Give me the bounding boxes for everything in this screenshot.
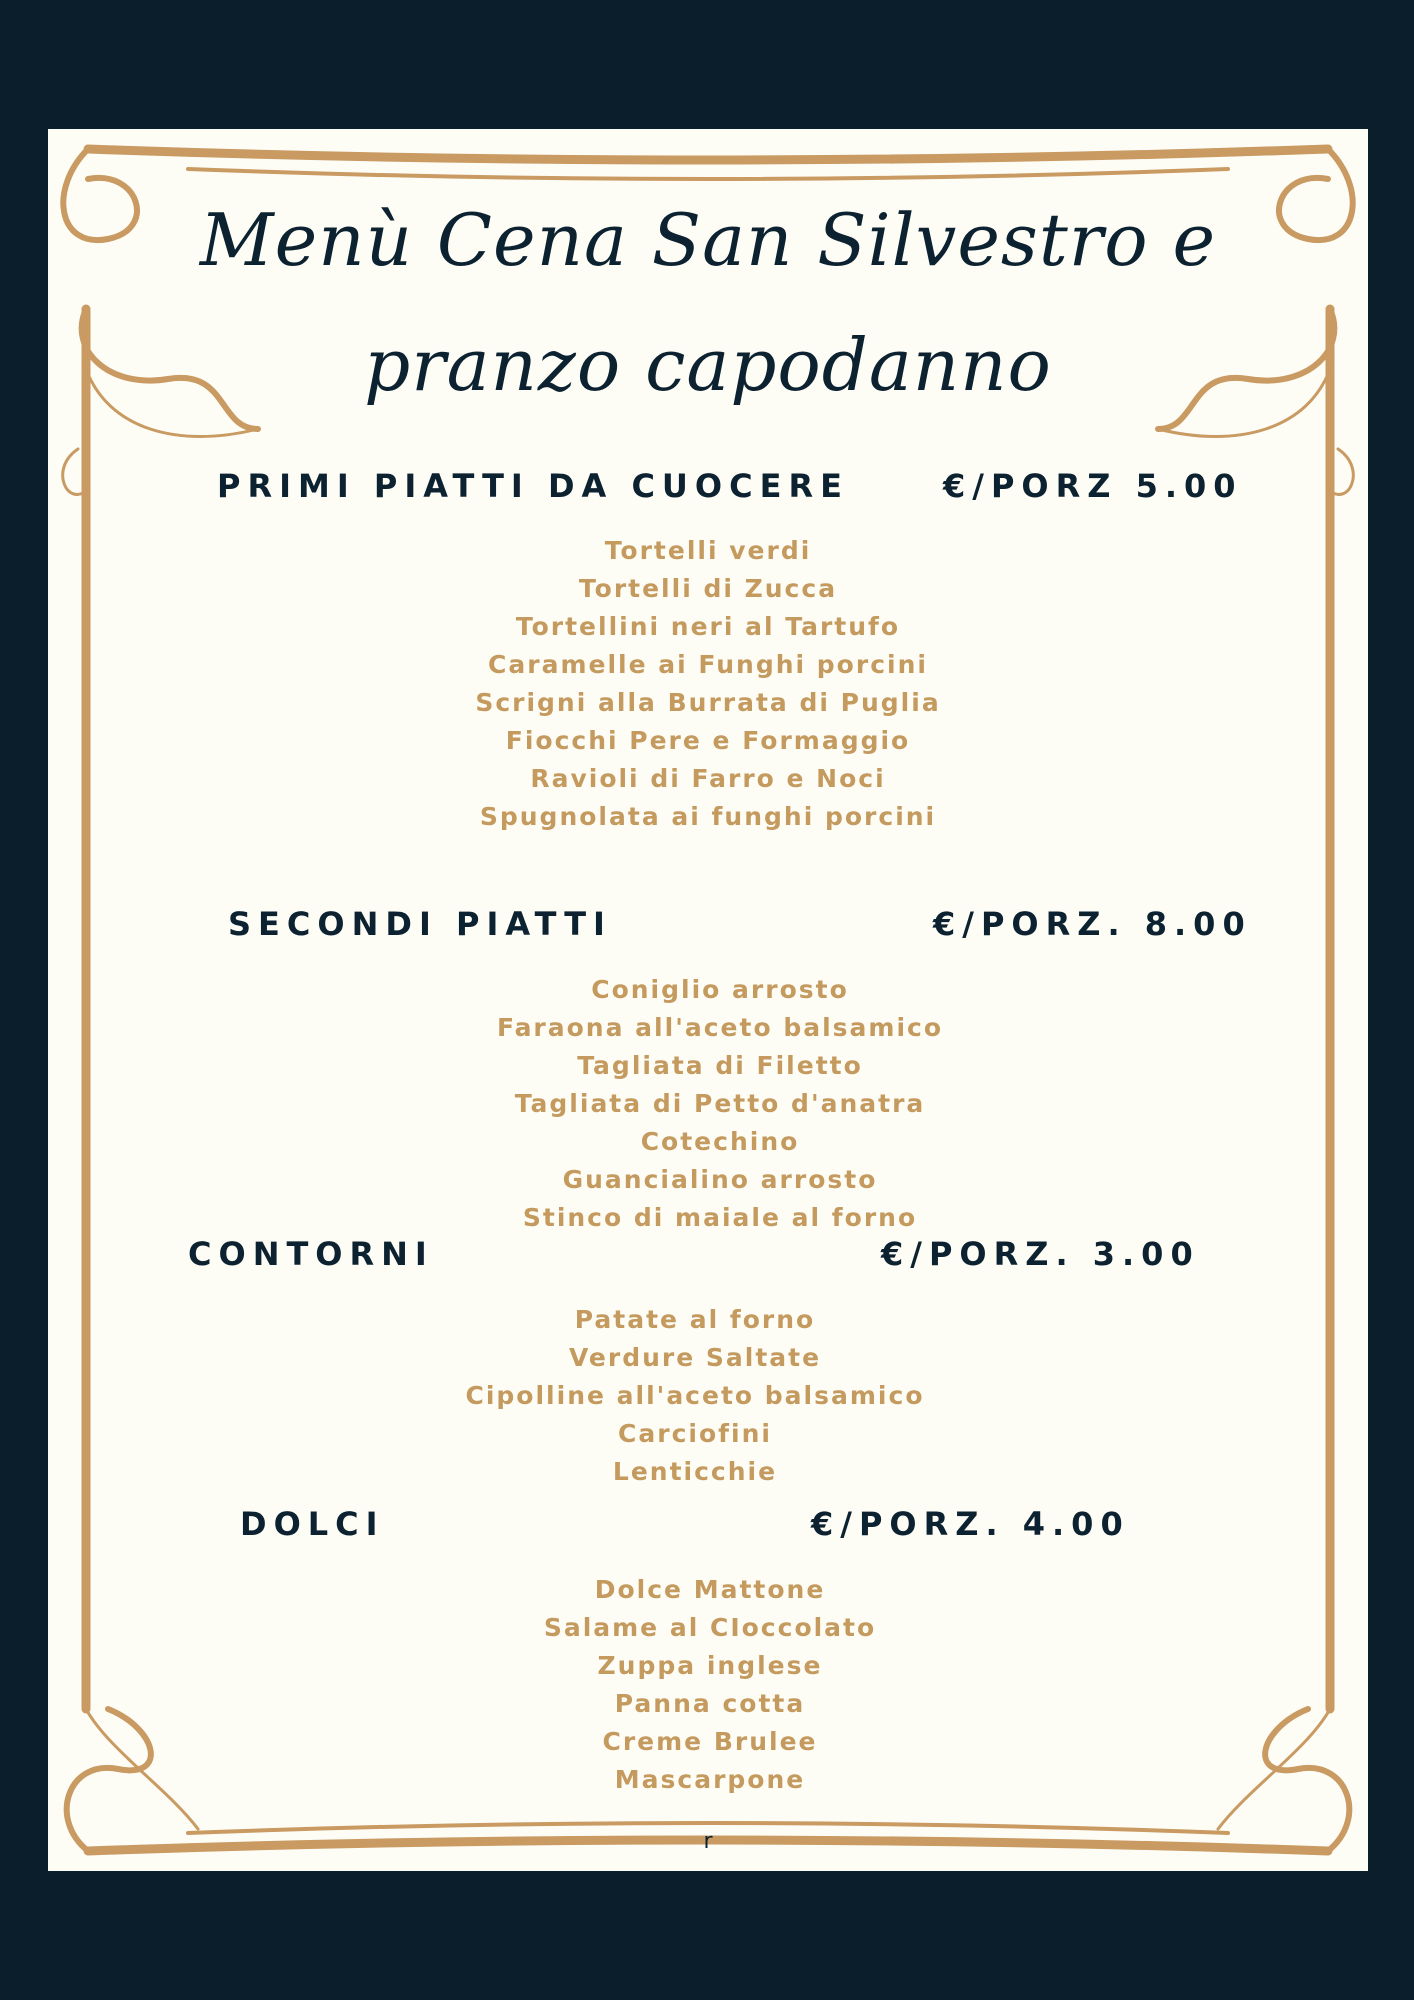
menu-item: Cipolline all'aceto balsamico	[465, 1381, 925, 1410]
section-heading-dolci: DOLCI	[240, 1505, 385, 1543]
frame-top-band	[88, 149, 1328, 160]
menu-item: Ravioli di Farro e Noci	[530, 764, 886, 793]
section-price-primi: €/PORZ 5.00	[943, 467, 1243, 505]
menu-item: Spugnolata ai funghi porcini	[479, 802, 937, 831]
menu-item: Scrigni alla Burrata di Puglia	[475, 688, 941, 717]
menu-item: Dolce Mattone	[594, 1575, 826, 1604]
footer-mark: r	[703, 1829, 713, 1854]
menu-item: Faraona all'aceto balsamico	[496, 1013, 944, 1042]
menu-title-line1: Menù Cena San Silvestro e	[199, 198, 1217, 282]
items-list-secondi	[60, 971, 1380, 1237]
menu-item: Cotechino	[640, 1127, 800, 1156]
menu-item: Guancialino arrosto	[562, 1165, 878, 1194]
menu-item: Creme Brulee	[602, 1727, 818, 1756]
menu-item: Patate al forno	[574, 1305, 816, 1334]
section-price-dolci: €/PORZ. 4.00	[811, 1505, 1130, 1543]
section-price-contorni: €/PORZ. 3.00	[881, 1235, 1200, 1273]
menu-item: Tortelli verdi	[604, 536, 812, 565]
menu-item: Carciofini	[618, 1419, 772, 1448]
menu-item: Tagliata di Petto d'anatra	[514, 1089, 926, 1118]
menu-item: Salame al CIoccolato	[543, 1613, 877, 1642]
menu-item: Tortelli di Zucca	[578, 574, 838, 603]
items-list-dolci	[50, 1571, 1370, 1799]
menu-title-line2: pranzo capodanno	[364, 323, 1052, 407]
menu-item: Tortellini neri al Tartufo	[515, 612, 901, 641]
menu-item: Zuppa inglese	[597, 1651, 823, 1680]
menu-item: Fiocchi Pere e Formaggio	[505, 726, 911, 755]
menu-item: Mascarpone	[614, 1765, 806, 1794]
menu-page	[48, 129, 1368, 1871]
section-heading-secondi: SECONDI PIATTI	[228, 905, 612, 943]
section-heading-primi: PRIMI PIATTI DA CUOCERE	[217, 467, 849, 505]
menu-item: Panna cotta	[614, 1689, 806, 1718]
menu-item: Lenticchie	[612, 1457, 778, 1486]
menu-item: Coniglio arrosto	[591, 975, 849, 1004]
section-heading-contorni: CONTORNI	[188, 1235, 434, 1273]
menu-item: Tagliata di Filetto	[577, 1051, 863, 1080]
section-price-secondi: €/PORZ. 8.00	[933, 905, 1252, 943]
items-list-contorni	[35, 1301, 1355, 1491]
items-list-primi	[48, 532, 1368, 836]
menu-item: Stinco di maiale al forno	[522, 1203, 918, 1232]
menu-item: Caramelle ai Funghi porcini	[488, 650, 928, 679]
frame-top-band-inner	[188, 169, 1228, 179]
menu-item: Verdure Saltate	[568, 1343, 822, 1372]
